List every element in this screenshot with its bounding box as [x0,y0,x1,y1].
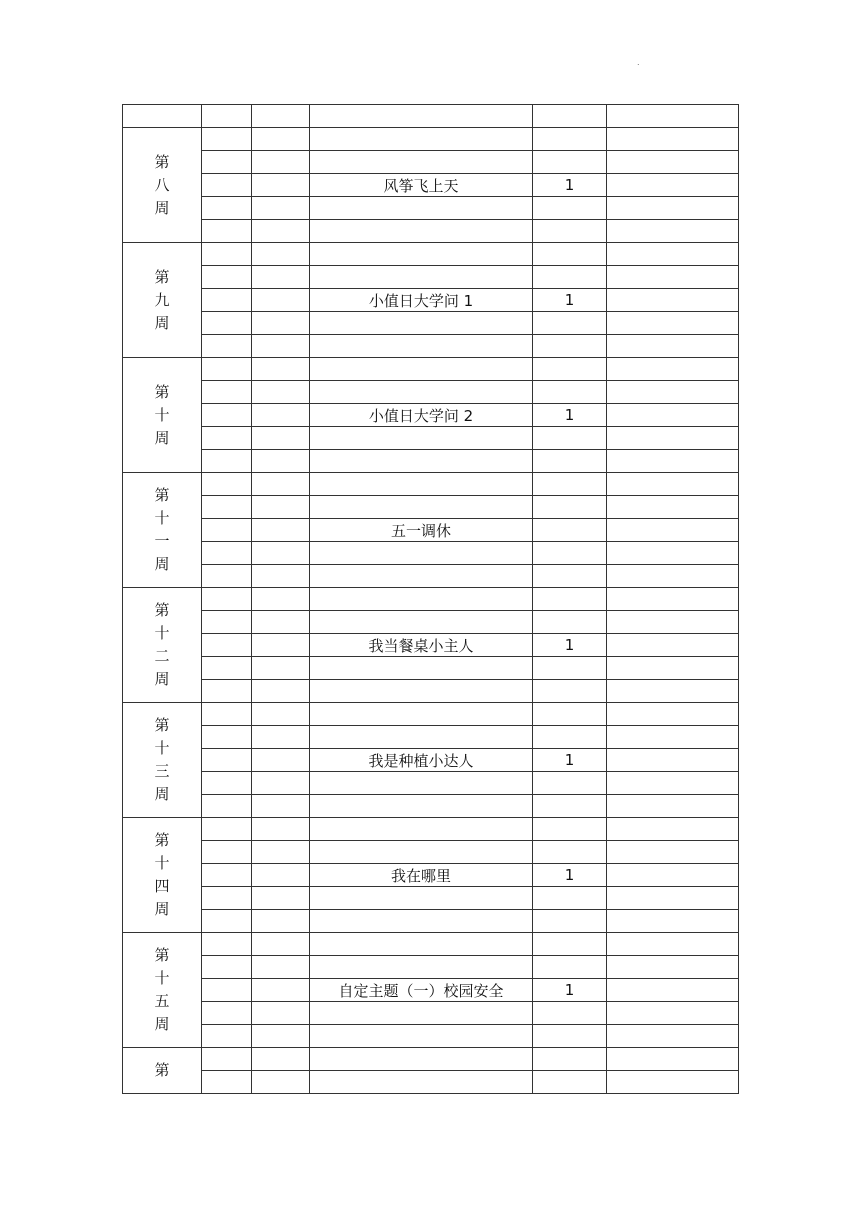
empty-cell [607,657,739,680]
empty-cell [533,910,607,933]
empty-cell [252,358,310,381]
empty-cell [533,611,607,634]
empty-cell [533,565,607,588]
empty-cell [607,542,739,565]
empty-cell [533,703,607,726]
table-row [123,772,739,795]
week-label: 第 十 二 周 [123,588,202,703]
header-cell [533,105,607,128]
empty-cell [202,427,252,450]
empty-cell [310,335,533,358]
empty-cell [202,1002,252,1025]
empty-cell [607,266,739,289]
empty-cell [252,565,310,588]
empty-cell [533,128,607,151]
corner-mark: . [637,58,640,67]
empty-cell [252,1025,310,1048]
empty-cell [310,887,533,910]
empty-cell [252,266,310,289]
table-row [123,1002,739,1025]
empty-cell [533,818,607,841]
week-label: 第 八 周 [123,128,202,243]
empty-cell [252,151,310,174]
empty-cell [607,404,739,427]
empty-cell [252,634,310,657]
empty-cell [607,289,739,312]
table-row [123,266,739,289]
empty-cell [310,266,533,289]
header-row [123,105,739,128]
empty-cell [607,680,739,703]
header-cell [252,105,310,128]
empty-cell [252,703,310,726]
empty-cell [202,680,252,703]
empty-cell [252,335,310,358]
week-label: 第 十 一 周 [123,473,202,588]
table-row [123,795,739,818]
empty-cell [252,887,310,910]
empty-cell [202,473,252,496]
empty-cell [202,1025,252,1048]
empty-cell [533,335,607,358]
table-row [123,703,739,726]
empty-cell [310,358,533,381]
empty-cell [202,979,252,1002]
topic-cell: 小值日大学问 1 [310,289,533,312]
empty-cell [252,864,310,887]
table-row [123,1071,739,1094]
empty-cell [202,565,252,588]
table-row [123,289,739,312]
empty-cell [310,657,533,680]
topic-cell: 我是种植小达人 [310,749,533,772]
empty-cell [252,381,310,404]
empty-cell [252,979,310,1002]
empty-cell [202,611,252,634]
header-cell [607,105,739,128]
empty-cell [202,703,252,726]
table-row [123,657,739,680]
empty-cell [310,1002,533,1025]
empty-cell [252,243,310,266]
empty-cell [310,1025,533,1048]
empty-cell [252,289,310,312]
schedule-table [122,104,739,1094]
empty-cell [252,1002,310,1025]
empty-cell [607,864,739,887]
hours-cell [533,1071,607,1094]
empty-cell [202,1071,252,1094]
empty-cell [533,542,607,565]
empty-cell [202,289,252,312]
topic-cell [310,1071,533,1094]
table-row [123,565,739,588]
empty-cell [202,243,252,266]
empty-cell [252,749,310,772]
empty-cell [310,910,533,933]
empty-cell [202,956,252,979]
empty-cell [202,519,252,542]
empty-cell [607,795,739,818]
empty-cell [607,588,739,611]
empty-cell [202,151,252,174]
empty-cell [310,450,533,473]
empty-cell [607,956,739,979]
empty-cell [533,841,607,864]
table-row [123,864,739,887]
table-row [123,749,739,772]
topic-cell: 风筝飞上天 [310,174,533,197]
empty-cell [252,588,310,611]
empty-cell [310,496,533,519]
table-row [123,519,739,542]
empty-cell [202,657,252,680]
empty-cell [533,151,607,174]
empty-cell [252,726,310,749]
empty-cell [310,726,533,749]
empty-cell [202,358,252,381]
empty-cell [607,726,739,749]
table-row [123,818,739,841]
empty-cell [533,1048,607,1071]
empty-cell [607,128,739,151]
empty-cell [607,496,739,519]
empty-cell [607,381,739,404]
empty-cell [607,335,739,358]
table-row [123,427,739,450]
empty-cell [533,427,607,450]
empty-cell [310,381,533,404]
table-row [123,450,739,473]
empty-cell [252,128,310,151]
empty-cell [252,933,310,956]
table-row [123,634,739,657]
week-label: 第 十 周 [123,358,202,473]
table-row [123,358,739,381]
empty-cell [310,795,533,818]
table-row [123,381,739,404]
empty-cell [310,611,533,634]
empty-cell [607,243,739,266]
empty-cell [607,1048,739,1071]
empty-cell [252,220,310,243]
empty-cell [310,1048,533,1071]
empty-cell [607,979,739,1002]
empty-cell [202,381,252,404]
empty-cell [202,496,252,519]
empty-cell [252,312,310,335]
hours-cell: 1 [533,864,607,887]
empty-cell [607,841,739,864]
table-row [123,473,739,496]
empty-cell [252,680,310,703]
empty-cell [202,634,252,657]
empty-cell [607,565,739,588]
empty-cell [607,772,739,795]
empty-cell [202,795,252,818]
empty-cell [533,933,607,956]
empty-cell [310,818,533,841]
empty-cell [252,519,310,542]
empty-cell [252,174,310,197]
empty-cell [202,542,252,565]
week-label: 第 九 周 [123,243,202,358]
header-cell [202,105,252,128]
empty-cell [533,358,607,381]
empty-cell [607,197,739,220]
empty-cell [202,266,252,289]
empty-cell [252,427,310,450]
empty-cell [252,473,310,496]
table-row [123,496,739,519]
empty-cell [202,174,252,197]
week-label: 第 十 三 周 [123,703,202,818]
empty-cell [607,634,739,657]
table-row [123,128,739,151]
empty-cell [310,772,533,795]
empty-cell [202,197,252,220]
header-cell [310,105,533,128]
empty-cell [533,473,607,496]
empty-cell [533,450,607,473]
topic-cell: 我当餐桌小主人 [310,634,533,657]
empty-cell [607,358,739,381]
empty-cell [310,542,533,565]
empty-cell [252,404,310,427]
empty-cell [202,450,252,473]
table-row [123,680,739,703]
empty-cell [533,243,607,266]
empty-cell [310,565,533,588]
hours-cell: 1 [533,979,607,1002]
empty-cell [533,381,607,404]
empty-cell [533,772,607,795]
empty-cell [607,703,739,726]
empty-cell [310,933,533,956]
empty-cell [252,1048,310,1071]
table-row [123,841,739,864]
empty-cell [202,335,252,358]
hours-cell [533,519,607,542]
empty-cell [252,197,310,220]
empty-cell [202,404,252,427]
empty-cell [533,657,607,680]
empty-cell [533,795,607,818]
empty-cell [607,887,739,910]
empty-cell [310,588,533,611]
table-row [123,174,739,197]
empty-cell [607,519,739,542]
empty-cell [252,496,310,519]
empty-cell [310,956,533,979]
empty-cell [533,1002,607,1025]
hours-cell: 1 [533,289,607,312]
empty-cell [607,910,739,933]
empty-cell [252,611,310,634]
empty-cell [533,887,607,910]
empty-cell [252,450,310,473]
empty-cell [252,910,310,933]
table-row [123,956,739,979]
empty-cell [607,151,739,174]
empty-cell [310,703,533,726]
empty-cell [252,841,310,864]
hours-cell: 1 [533,404,607,427]
table-row [123,1048,739,1071]
empty-cell [533,197,607,220]
empty-cell [607,473,739,496]
empty-cell [202,128,252,151]
empty-cell [202,864,252,887]
empty-cell [202,841,252,864]
empty-cell [202,933,252,956]
empty-cell [533,956,607,979]
empty-cell [202,887,252,910]
table-row [123,979,739,1002]
empty-cell [202,726,252,749]
table-row [123,243,739,266]
empty-cell [607,611,739,634]
topic-cell: 自定主题（一）校园安全 [310,979,533,1002]
table-row [123,933,739,956]
table-row [123,151,739,174]
empty-cell [607,1002,739,1025]
empty-cell [607,312,739,335]
empty-cell [607,933,739,956]
empty-cell [533,496,607,519]
empty-cell [607,1025,739,1048]
empty-cell [310,128,533,151]
empty-cell [533,1025,607,1048]
empty-cell [202,749,252,772]
empty-cell [310,243,533,266]
empty-cell [252,818,310,841]
header-cell [123,105,202,128]
empty-cell [310,151,533,174]
empty-cell [202,1048,252,1071]
empty-cell [310,841,533,864]
empty-cell [607,220,739,243]
empty-cell [202,910,252,933]
topic-cell: 五一调休 [310,519,533,542]
empty-cell [202,818,252,841]
empty-cell [310,473,533,496]
table-row [123,1025,739,1048]
table-row [123,611,739,634]
empty-cell [607,749,739,772]
empty-cell [533,726,607,749]
empty-cell [310,197,533,220]
week-label: 第 十 四 周 [123,818,202,933]
table-row [123,726,739,749]
table-row [123,220,739,243]
table-row [123,404,739,427]
empty-cell [252,795,310,818]
empty-cell [607,427,739,450]
empty-cell [202,220,252,243]
empty-cell [310,220,533,243]
empty-cell [607,1071,739,1094]
empty-cell [607,450,739,473]
empty-cell [202,588,252,611]
empty-cell [310,312,533,335]
table-row [123,335,739,358]
topic-cell: 小值日大学问 2 [310,404,533,427]
empty-cell [310,427,533,450]
empty-cell [252,956,310,979]
empty-cell [607,818,739,841]
empty-cell [202,772,252,795]
empty-cell [252,1071,310,1094]
week-label: 第 [123,1048,202,1094]
empty-cell [533,266,607,289]
empty-cell [252,542,310,565]
empty-cell [252,657,310,680]
table-row [123,197,739,220]
table-row [123,542,739,565]
hours-cell: 1 [533,634,607,657]
table-row [123,588,739,611]
table-row [123,910,739,933]
empty-cell [202,312,252,335]
empty-cell [533,588,607,611]
empty-cell [607,174,739,197]
topic-cell: 我在哪里 [310,864,533,887]
table-row [123,887,739,910]
empty-cell [533,680,607,703]
table-row [123,312,739,335]
empty-cell [533,220,607,243]
empty-cell [252,772,310,795]
hours-cell: 1 [533,749,607,772]
week-label: 第 十 五 周 [123,933,202,1048]
hours-cell: 1 [533,174,607,197]
empty-cell [533,312,607,335]
empty-cell [310,680,533,703]
